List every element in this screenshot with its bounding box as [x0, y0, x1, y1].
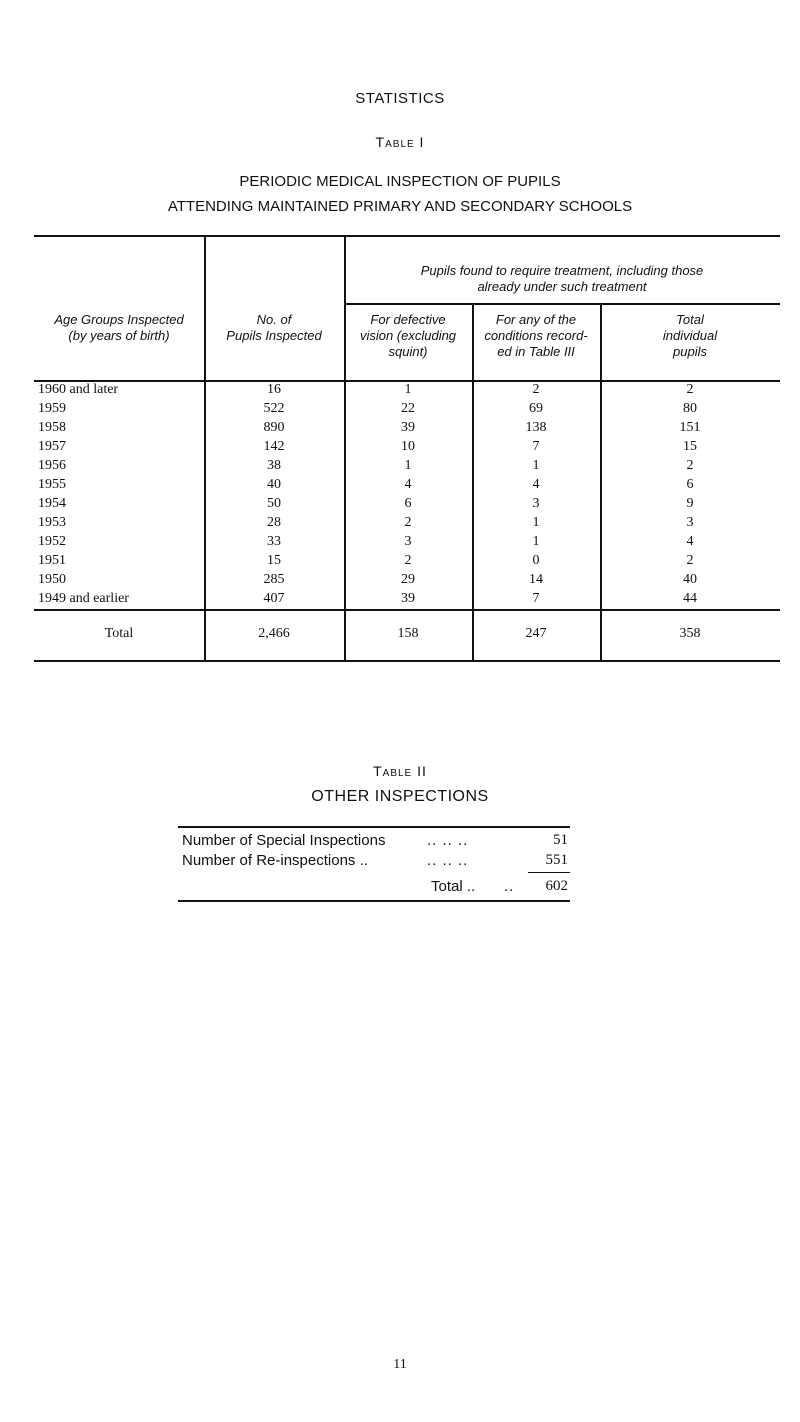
cell-pupils: 16 [267, 382, 281, 397]
table2-total-label: Total .. [431, 878, 476, 895]
cell-conditions: 69 [529, 401, 543, 416]
cell-pupils: 522 [263, 401, 285, 416]
cell-age: 1952 [38, 534, 66, 549]
cell-age: 1957 [38, 439, 66, 454]
cell-pupils: 50 [267, 496, 281, 511]
totals-total: 358 [679, 626, 701, 641]
cell-age: 1958 [38, 420, 66, 435]
special-inspections-label: Number of Special Inspections [182, 832, 386, 849]
cell-total: 2 [686, 458, 694, 473]
table2-bottom-rule [178, 900, 570, 902]
table1-label: Table I [375, 134, 425, 150]
cell-conditions: 4 [532, 477, 540, 492]
table1-title-line2: ATTENDING MAINTAINED PRIMARY AND SECONDARY SCHOOLS [167, 198, 633, 215]
cell-pupils: 40 [267, 477, 281, 492]
table1-body-rule [34, 609, 780, 611]
reinspections-label: Number of Re-inspections .. [182, 852, 368, 869]
special-inspections-dots: .. .. .. [427, 832, 469, 849]
cell-age: 1959 [38, 401, 66, 416]
cell-total: 3 [686, 515, 694, 530]
cell-pupils: 142 [263, 439, 285, 454]
section-title: STATISTICS [355, 90, 445, 107]
header-treatment-group: Pupils found to require treatment, including those already under such treatment [420, 263, 704, 294]
totals-conditions: 247 [525, 626, 547, 641]
special-inspections-value: 51 [553, 832, 568, 848]
cell-vision: 10 [401, 439, 415, 454]
cell-vision: 1 [404, 458, 412, 473]
table2-total-dots: .. [504, 878, 515, 895]
table1-title-line1: PERIODIC MEDICAL INSPECTION OF PUPILS [239, 173, 561, 190]
cell-total: 40 [683, 572, 697, 587]
cell-age: 1953 [38, 515, 66, 530]
reinspections-dots: .. .. .. [427, 852, 469, 869]
table2-total-value: 602 [545, 878, 568, 894]
table1 [34, 235, 780, 662]
cell-total: 15 [683, 439, 697, 454]
header-pupils-inspected: No. of Pupils Inspected [226, 312, 322, 343]
cell-conditions: 1 [532, 515, 540, 530]
header-total-pupils: Total individual pupils [662, 312, 718, 359]
table2 [178, 826, 570, 895]
cell-total: 151 [679, 420, 701, 435]
cell-conditions: 138 [525, 420, 547, 435]
table2-subtotal-rule [528, 872, 570, 873]
table1-top-rule [34, 235, 780, 237]
cell-vision: 22 [401, 401, 415, 416]
cell-conditions: 7 [532, 439, 540, 454]
cell-pupils: 890 [263, 420, 285, 435]
totals-pupils: 2,466 [258, 626, 290, 641]
cell-vision: 4 [404, 477, 412, 492]
cell-total: 9 [686, 496, 694, 511]
table2-label: Table II [373, 763, 427, 779]
cell-vision: 2 [404, 553, 412, 568]
table1-bottom-rule [34, 660, 780, 662]
cell-conditions: 3 [532, 496, 540, 511]
cell-conditions: 2 [532, 382, 540, 397]
cell-vision: 39 [401, 591, 415, 606]
cell-vision: 6 [404, 496, 412, 511]
cell-vision: 1 [404, 382, 412, 397]
cell-conditions: 0 [532, 553, 540, 568]
cell-vision: 29 [401, 572, 415, 587]
cell-total: 2 [686, 553, 694, 568]
cell-total: 4 [686, 534, 694, 549]
cell-conditions: 1 [532, 458, 540, 473]
cell-age: 1955 [38, 477, 66, 492]
cell-pupils: 285 [263, 572, 285, 587]
cell-age: 1956 [38, 458, 66, 473]
cell-pupils: 15 [267, 553, 281, 568]
cell-conditions: 1 [532, 534, 540, 549]
cell-conditions: 7 [532, 591, 540, 606]
cell-total: 2 [686, 382, 694, 397]
cell-pupils: 38 [267, 458, 281, 473]
reinspections-value: 551 [545, 852, 568, 868]
cell-age: 1960 and later [38, 382, 119, 397]
cell-age: 1954 [38, 496, 66, 511]
header-defective-vision: For defective vision (excluding squint) [359, 312, 457, 359]
page-number: 11 [393, 1357, 407, 1372]
cell-pupils: 407 [263, 591, 285, 606]
cell-age: 1951 [38, 553, 66, 568]
cell-total: 6 [686, 477, 694, 492]
totals-label: Total [104, 626, 134, 641]
cell-pupils: 28 [267, 515, 281, 530]
table1-group-rule [346, 303, 780, 305]
header-age-groups: Age Groups Inspected (by years of birth) [54, 312, 184, 343]
cell-vision: 3 [404, 534, 412, 549]
cell-pupils: 33 [267, 534, 281, 549]
cell-age: 1950 [38, 572, 66, 587]
cell-total: 80 [683, 401, 697, 416]
cell-age: 1949 and earlier [38, 591, 129, 606]
table2-title: OTHER INSPECTIONS [311, 788, 489, 805]
cell-total: 44 [683, 591, 697, 606]
totals-vision: 158 [397, 626, 419, 641]
header-other-conditions: For any of the conditions record- ed in Table III [484, 312, 588, 359]
cell-vision: 39 [401, 420, 415, 435]
cell-conditions: 14 [529, 572, 543, 587]
table2-top-rule [178, 826, 570, 828]
cell-vision: 2 [404, 515, 412, 530]
